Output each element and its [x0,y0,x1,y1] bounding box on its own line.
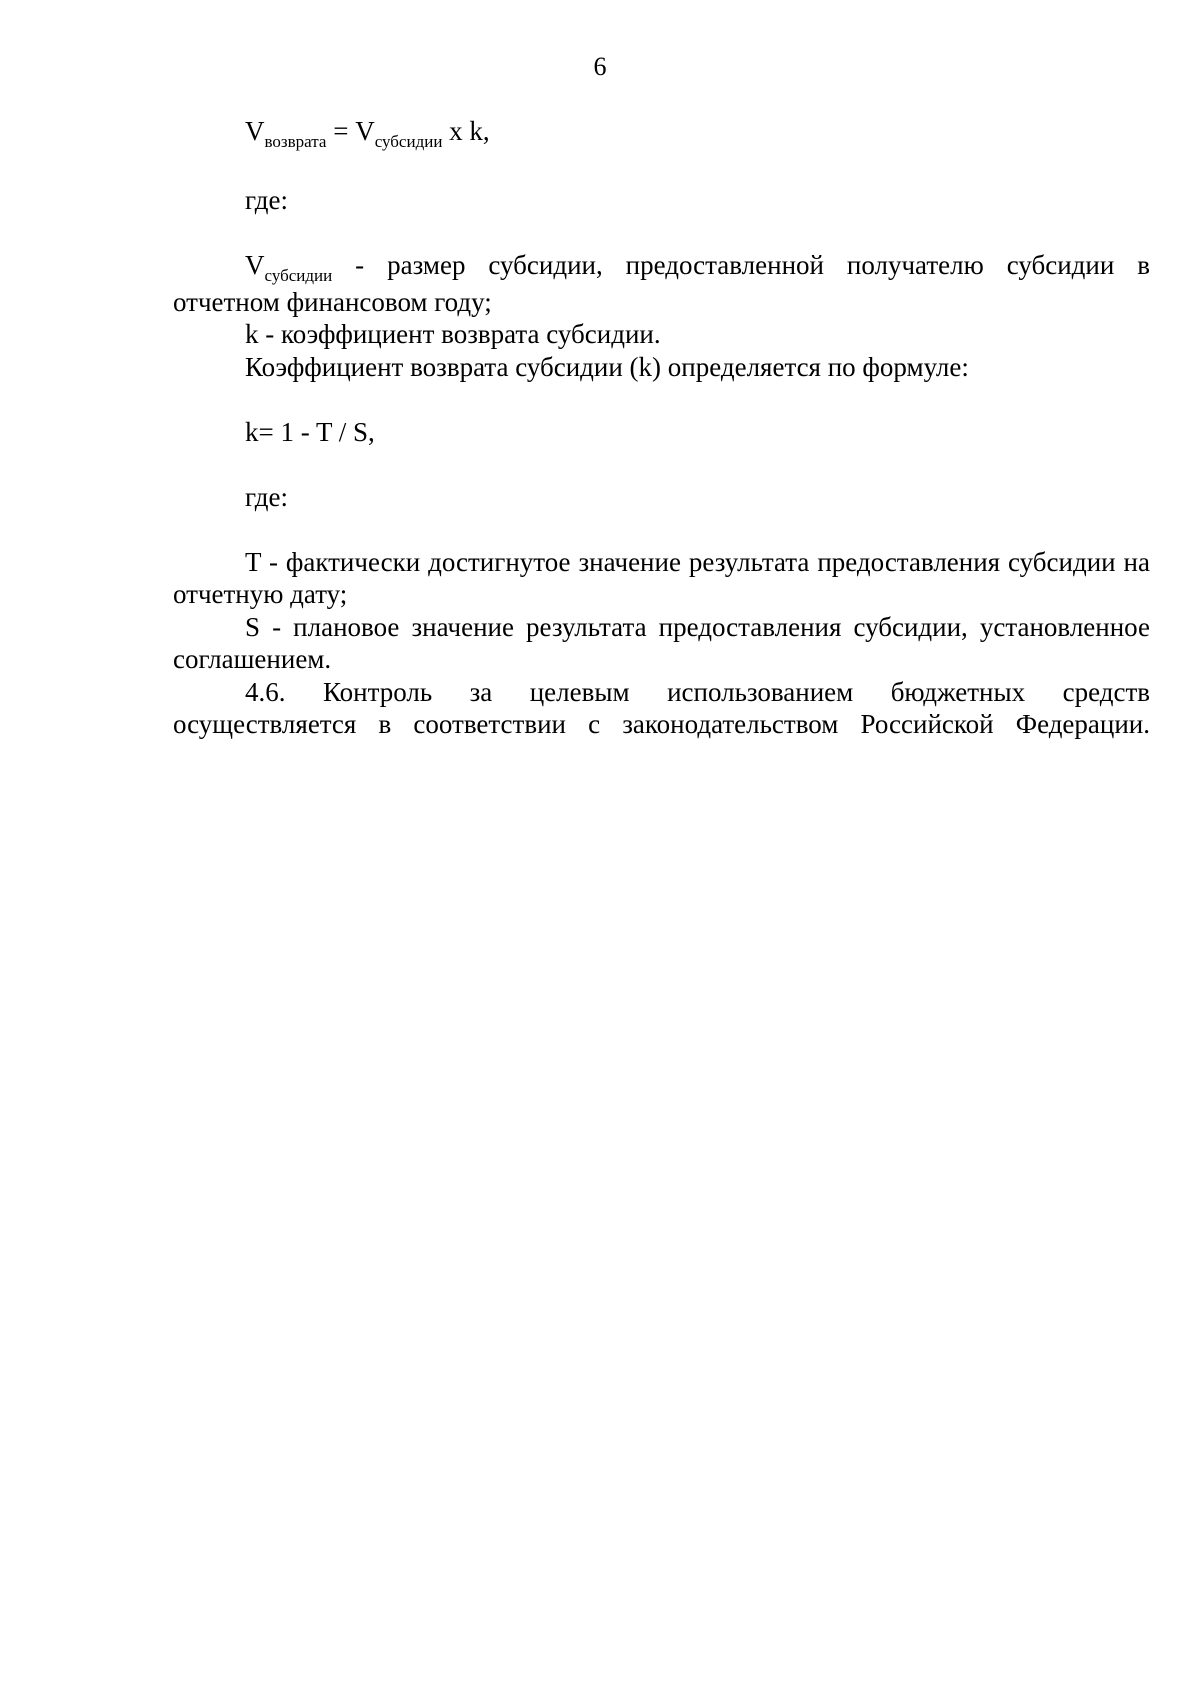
spacer [173,217,1150,250]
formula-v-symbol-2: V [355,116,375,146]
spacer [173,383,1150,416]
definition-v-text: - размер субсидии, предоставленной получателю субсидии в отчетном финансовом году; [173,250,1150,317]
k-formula-intro: Коэффициент возврата субсидии (k) определяется по формуле: [245,351,969,382]
definition-v-subsidy [173,249,1150,318]
spacer [173,513,1150,546]
definition-s: S - плановое значение результата предоставления субсидии, установленное соглашением. [173,611,1150,674]
formula-v-subscript-return: возврата [264,132,327,151]
formula-v-symbol: V [245,116,265,146]
where-label-1: где: [245,185,288,215]
spacer [173,448,1150,481]
formula-v-subscript-subsidy: субсидии [374,132,443,151]
definition-v-symbol: V [245,250,265,280]
where-label-2: где: [245,481,288,512]
formula-multiplier: x k, [442,116,490,146]
spacer [173,152,1150,185]
page-number: 6 [593,52,607,81]
definition-v-subscript: субсидии [264,266,333,285]
definition-t: T - фактически достигнутое значение результата предоставления субсидии на отчетную дату; [173,546,1150,609]
definition-k: k - коэффициент возврата субсидии. [245,319,661,349]
formula-return-volume [173,115,1150,152]
paragraph-4-6: 4.6. Контроль за целевым использованием бюджетных средств осуществляется в соответствии с законодательством Российской Федерации. [173,676,1150,739]
formula-equals: = [326,116,356,146]
formula-k: k= 1 - T / S, [245,416,375,447]
document-body [173,115,1150,741]
